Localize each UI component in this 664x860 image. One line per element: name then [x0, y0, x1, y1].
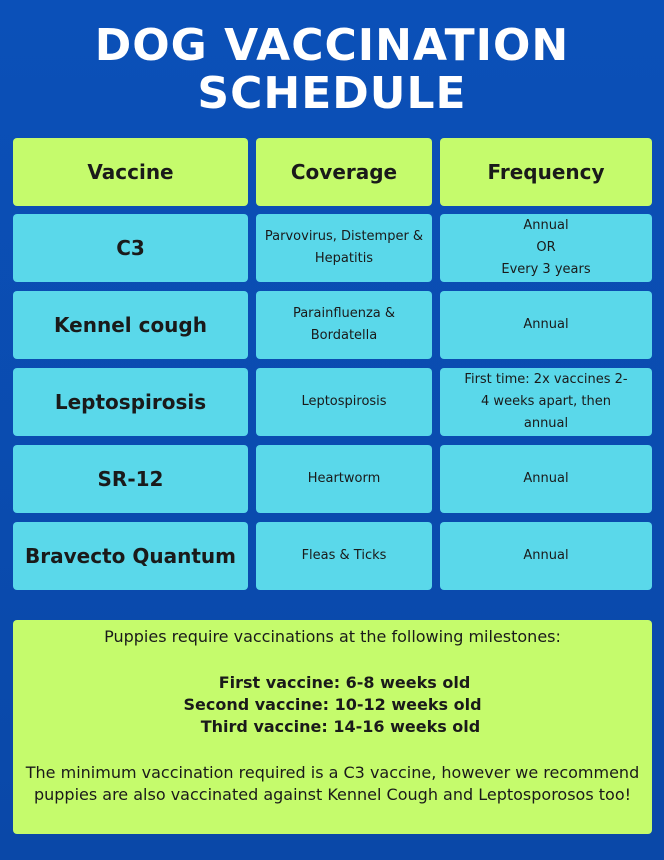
row-5-coverage: Fleas & Ticks: [256, 522, 432, 590]
note-closing: The minimum vaccination required is a C3 vaccine, however we recommend puppies are also vaccinated against Kennel Cough and Leptosporosos too!: [25, 763, 640, 804]
header-coverage: Coverage: [256, 138, 432, 206]
title-line-1: DOG VACCINATION: [94, 20, 570, 71]
row-4-vaccine: SR-12: [13, 445, 248, 513]
note-intro: Puppies require vaccinations at the following milestones:: [104, 627, 561, 646]
row-1-frequency: Annual OR Every 3 years: [440, 214, 652, 282]
row-2-vaccine: Kennel cough: [13, 291, 248, 359]
row-4-coverage: Heartworm: [256, 445, 432, 513]
milestone-second: Second vaccine: 10-12 weeks old: [183, 695, 482, 714]
header-frequency: Frequency: [440, 138, 652, 206]
title-line-2: SCHEDULE: [197, 68, 467, 119]
row-4-frequency: Annual: [440, 445, 652, 513]
row-2-frequency: Annual: [440, 291, 652, 359]
milestone-third: Third vaccine: 14-16 weeks old: [200, 717, 481, 736]
row-3-vaccine: Leptospirosis: [13, 368, 248, 436]
row-5-frequency: Annual: [440, 522, 652, 590]
page-title: [0, 22, 664, 118]
milestone-first: First vaccine: 6-8 weeks old: [218, 673, 471, 692]
row-1-coverage: Parvovirus, Distemper & Hepatitis: [256, 214, 432, 282]
row-3-frequency: First time: 2x vaccines 2- 4 weeks apart, then annual: [440, 368, 652, 436]
row-5-vaccine: Bravecto Quantum: [13, 522, 248, 590]
row-3-coverage: Leptospirosis: [256, 368, 432, 436]
row-2-coverage: Parainfluenza & Bordatella: [256, 291, 432, 359]
milestone-list: [13, 672, 652, 738]
row-1-vaccine: C3: [13, 214, 248, 282]
puppy-note-panel: [13, 620, 652, 834]
header-vaccine: Vaccine: [13, 138, 248, 206]
